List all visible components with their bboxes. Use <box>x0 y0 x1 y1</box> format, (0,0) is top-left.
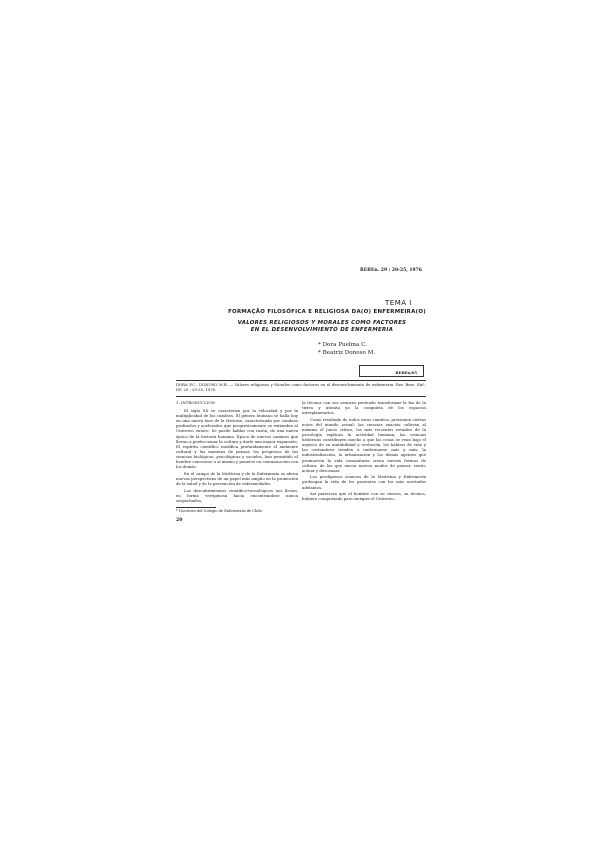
article-title <box>218 320 426 334</box>
page-number: 20 <box>176 518 183 523</box>
footnote-divider <box>176 507 216 508</box>
stamp-label: REBEn/05 <box>395 370 417 375</box>
reference-stamp <box>359 365 424 377</box>
paragraph: Como resultado de todos estos cambios, provienen ciertas notas del mundo actual: las ciencias exactas cultivan al máximo el juicio crítico; los más recientes estudios de la psicología explican la actividad humana; las ciencias históricas contribuyen mucho a que las cosas se vean bajo el aspecto de su mutabilidad y evolución, los hábitos de vida y las costumbres tienden a uniformarse más y más; la industrialización, la urbanización y los demás agentes que promueven la vida comunitaria crean nuevas formas de cultura, de las que nacen nuevos modos de pensar, sentir, actuar y descansar. <box>302 416 426 473</box>
paragraph: la técnica con sus avances pretende transformar la faz de la tierra y intenta ya la conquista de los espacios interplanetarios. <box>302 400 426 416</box>
paragraph: Así pareciera que el hombre con su ciencia, su técnica, hubiera conquistado para siempre el Universo... <box>302 491 426 502</box>
paragraph: Los prodigiosos avances de la Medicina y Enfermería prolongan la vida de los pacientes con los más acertados adelantos. <box>302 474 426 490</box>
author-name: * Dora Puelma C. <box>318 342 367 348</box>
divider <box>176 396 426 397</box>
section-heading: 1. INTRODUCCION <box>176 400 216 405</box>
paragraph: Los descubrimientos científico-tecnológicos nos llevan, en forma vertiginosa hacia encontrándose nunca sospechados, <box>176 487 298 503</box>
body-column-left <box>176 400 298 503</box>
article-title-line: VALORES RELIGIOSOS Y MORALES COMO FACTORES <box>237 320 407 326</box>
citation: DORA P.C., DONOSO M.B. — Valores religiosos y Morales como factores en el desenvolvimento de enfermeria. Rev. Bras. Enf.; DF, 29 : 20-25, 1976. <box>176 382 426 392</box>
article-title-line: EN EL DESENVOLVIMIENTO DE ENFERMERIA <box>250 327 394 333</box>
body-column-right <box>302 400 426 501</box>
section-theme: TEMA I <box>385 299 412 307</box>
author-name: * Beatriz Donoso M. <box>318 350 376 356</box>
footnote: * Docentes del Colegio de Enfermeras de Chile. <box>176 509 263 513</box>
paragraph: El siglo XX se caracteriza por la velocidad y por la multiplicidad de los cambios. El género humano se halla hoy en una nueva fase de la Historia, caracterizada por cambios profundos y acelerados que progresivamente se extienden al Universo entero. Se puede hablar con razón, de una nueva época de la historia humana. Epoca de nuevos caminos que llevan a perfeccionar la cultura y darle una mayor expansión. El espíritu científico modifica profundamente el ambiente cultural y las maneras de pensar, los progresos de las ciencias biológicas, psicológicas y sociales, han permitido al hombre conocerse a sí mismo y ponerse en comunicación con los demás. <box>176 408 298 470</box>
journal-reference: REBEn. 29 : 20-25, 1976 <box>360 268 422 273</box>
author-list <box>318 341 375 357</box>
paragraph: En el campo de la Medicina y de la Enfermería se abren nuevas perspectivas de un papel más amplio en la promoción de la salud y de la prevención de enfermedades. <box>176 470 298 486</box>
theme-title: FORMAÇÃO FILOSÓFICA E RELIGIOSA DA(O) ENFERMEIRA(O) <box>228 309 426 315</box>
divider <box>176 380 426 381</box>
